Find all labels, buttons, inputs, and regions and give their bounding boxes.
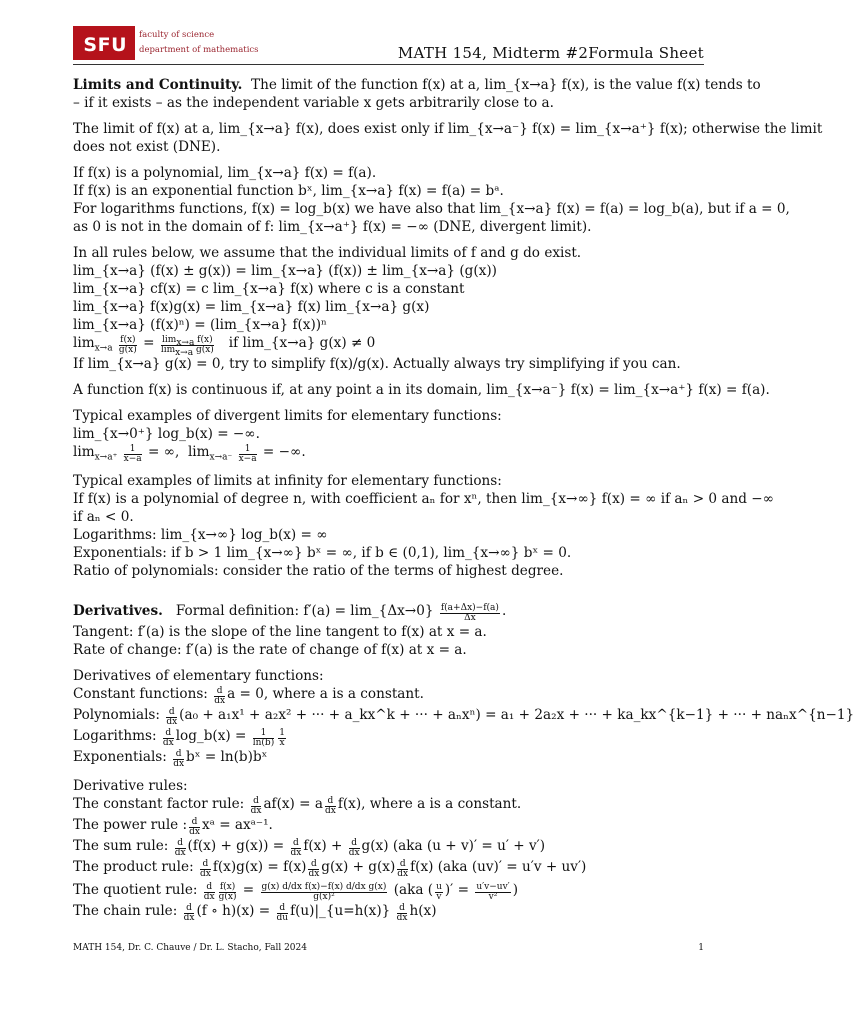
limits-intro: Limits and Continuity. The limit of the function f(x) at a, lim_{x→a} f(x), is the value f(x) tends to [73,77,761,93]
log-derivative-line: Logarithms: $\frac{d}{dx}$ log_b(x) = $\frac{1}{\ln(b)}$ $\frac{1}{x}$ [73,728,285,748]
text-line: If f(x) is an exponential function bˣ, lim_{x→a} f(x) = f(a) = bᵃ. [73,183,504,199]
formula-line: lim_{x→a} (f(x) ± g(x)) = lim_{x→a} (f(x)) ± lim_{x→a} (g(x)) [73,263,497,279]
text-line: Typical examples of limits at infinity for elementary functions: [73,473,502,489]
text-line: Derivative rules: [73,778,188,794]
text-line: If f(x) is a polynomial, lim_{x→a} f(x) = f(a). [73,165,377,181]
page-number: 1 [698,943,704,953]
text-line: In all rules below, we assume that the individual limits of f and g do exist. [73,245,582,261]
fraction: $\frac{f(x)}{g(x)}$ [118,335,137,355]
text-line: If lim_{x→a} g(x) = 0, try to simplify f(x)/g(x). Actually always try simplifying if you can. [73,356,681,372]
text-line: does not exist (DNE). [73,139,221,155]
text-line: A function f(x) is continuous if, at any point a in its domain, lim_{x→a⁻} f(x) = lim_{x→a⁺} f(x) = f(a). [73,382,770,398]
faculty-name: faculty of science [139,30,215,40]
department-name: department of mathematics [139,45,259,55]
constant-factor-rule: The constant factor rule: $\frac{d}{dx}$ af(x) = a $\frac{d}{dx}$ f(x), where a is a constant. [73,796,522,816]
product-rule: The product rule: $\frac{d}{dx}$ f(x)g(x) = f(x) $\frac{d}{dx}$ g(x) + g(x) $\frac{d}{dx}$ f(x) (aka (uv)′ = u′v + uv′) [73,859,587,879]
text-line: Tangent: f′(a) is the slope of the line tangent to f(x) at x = a. [73,624,487,640]
chain-rule: The chain rule: $\frac{d}{dx}$ (f ∘ h)(x) = $\frac{d}{du}$ f(u)|_{u=h(x)} $\frac{d}{dx}$ h(x) [73,903,437,923]
limits-heading: Limits and Continuity. [73,77,243,93]
text-line: Typical examples of divergent limits for elementary functions: [73,408,502,424]
power-rule: The power rule : $\frac{d}{dx}$ xᵃ = axᵃ⁻¹. [73,817,273,837]
polynomial-derivative-line: Polynomials: $\frac{d}{dx}$ (a₀ + a₁x¹ + a₂x² + ··· + a_kx^k + ··· + aₙxⁿ) = a₁ + 2a₂x + ··· + ka_kx^{k−1} + ··· + naₙx^{n−1} [73,707,854,727]
text-line: The limit of f(x) at a, lim_{x→a} f(x), does exist only if lim_{x→a⁻} f(x) = lim_{x→a⁺} f(x); otherwise the limit [73,121,823,137]
constant-derivative-line: Constant functions: $\frac{d}{dx}$ a = 0, where a is a constant. [73,686,424,706]
faculty-block [139,28,259,58]
logo-text: SFU [83,34,127,56]
content [73,76,854,923]
footer-course: MATH 154, Dr. C. Chauve / Dr. L. Stacho, Fall 2024 [73,943,307,953]
divergent-limit-line: $\lim_{x\to a^+}$ $\frac{1}{x-a}$ = ∞, $\lim_{x\to a^-}$ $\frac{1}{x-a}$ = −∞. [73,444,306,464]
text-line: For logarithms functions, f(x) = log_b(x) we have also that lim_{x→a} f(x) = f(a) = log_b(a), but if a = 0, [73,201,790,217]
text-line: Exponentials: if b > 1 lim_{x→∞} bˣ = ∞, if b ∈ (0,1), lim_{x→∞} bˣ = 0. [73,545,572,561]
derivatives-heading: Derivatives. [73,603,163,619]
quotient-rule: The quotient rule: $\frac{d}{dx}$ $\frac{f(x)}{g(x)}$ = $\frac{\text{g(x) d/dx f(x)−f(x) d/dx g(x)}}{\text{g(x)²}}$ (aka ( $\frac{u}{v}$ )′ = $\frac{u'v-uv'}{\text{v²}}$ ) [73,882,519,902]
sum-rule: The sum rule: $\frac{d}{dx}$ (f(x) + g(x)) = $\frac{d}{dx}$ f(x) + $\frac{d}{dx}$ g(x) (aka (u + v)′ = u′ + v′) [73,838,546,858]
text-line: Derivatives of elementary functions: [73,668,324,684]
derivative-definition-line: Derivatives. Formal definition: f′(a) = lim_{Δx→0} $\frac{f(a+\Delta x)-f(a)}{\Delta x}$ . [73,603,507,623]
sfu-logo [73,26,135,60]
fraction: $\frac{\lim_{x\to a} f(x)}{\lim_{x\to a} g(x)}$ [160,335,214,358]
formula-line: lim_{x→0⁺} log_b(x) = −∞. [73,426,260,442]
formula-line: lim_{x→a} cf(x) = c lim_{x→a} f(x) where c is a constant [73,281,465,297]
text-line: If f(x) is a polynomial of degree n, with coefficient aₙ for xⁿ, then lim_{x→∞} f(x) = ∞ if aₙ > 0 and −∞ [73,491,775,507]
text-line: Logarithms: lim_{x→∞} log_b(x) = ∞ [73,527,328,543]
exp-derivative-line: Exponentials: $\frac{d}{dx}$ bˣ = ln(b)bˣ [73,749,268,769]
formula-line: lim_{x→a} f(x)g(x) = lim_{x→a} f(x) lim_{x→a} g(x) [73,299,430,315]
sheet-title: MATH 154, Midterm #2Formula Sheet [397,44,704,62]
text-line: if aₙ < 0. [73,509,134,525]
text-line: Rate of change: f′(a) is the rate of change of f(x) at x = a. [73,642,467,658]
formula-line: lim_{x→a} (f(x)ⁿ) = (lim_{x→a} f(x))ⁿ [73,317,327,333]
header-rule [73,64,704,65]
text-line: as 0 is not in the domain of f: lim_{x→a⁺} f(x) = −∞ (DNE, divergent limit). [73,219,592,235]
text-line: Ratio of polynomials: consider the ratio of the terms of highest degree. [73,563,564,579]
quotient-limit-line: $\lim_{x\to a}$ $\frac{f(x)}{g(x)}$ = $\frac{\lim_{x\to a} f(x)}{\lim_{x\to a} g(x)}$ if lim_{x→a} g(x) ≠ 0 [73,335,376,358]
text-line: – if it exists – as the independent variable x gets arbitrarily close to a. [73,95,554,111]
